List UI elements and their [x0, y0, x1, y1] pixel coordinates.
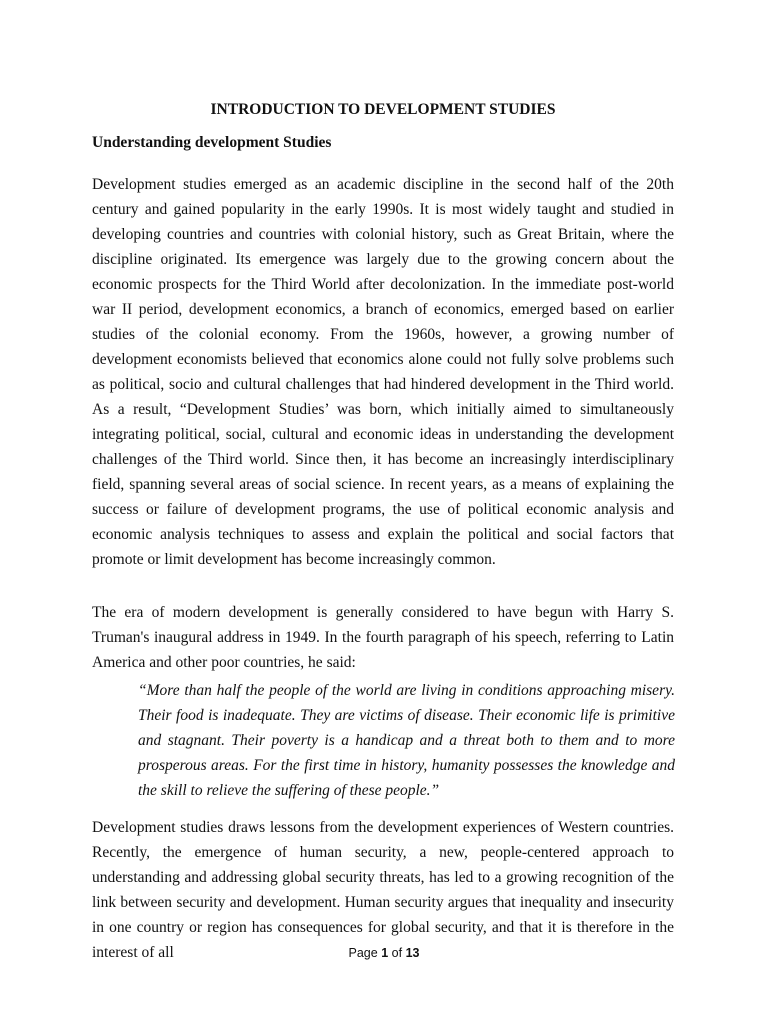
block-quote: “More than half the people of the world are living in conditions approaching misery. Their food is inadequate. They are victims of disease. Their economic life is primitive and stagnant. Their poverty is a handicap and a threat both to them and to more prosperous areas. For the first time in history, humanity possesses the knowledge and the skill to relieve the suffering of these people.”: [138, 682, 675, 799]
paragraph-human-security: Development studies draws lessons from the development experiences of Western countries. Recently, the emergence of human security, a new, people-centered approach to understanding and addressing global security threats, has led to a growing recognition of the link between security and development. Human security argues that inequality and insecurity in one country or region has consequences for global security, and that it is therefore in the interest of all: [92, 819, 674, 961]
paragraph-intro: Development studies emerged as an academic discipline in the second half of the 20th century and gained popularity in the early 1990s. It is most widely taught and studied in developing countries and countries with colonial history, such as Great Britain, where the discipline originated. Its emergence was largely due to the growing concern about the economic prospects for the Third World after decolonization. In the immediate post-world war II period, development economics, a branch of economics, emerged based on earlier studies of the colonial economy. From the 1960s, however, a growing number of development economists believed that economics alone could not fully solve problems such as political, socio and cultural challenges that had hindered development in the Third world. As a result, “Development Studies’ was born, which initially aimed to simultaneously integrating political, social, cultural and economic ideas in understanding the development challenges of the Third world. Since then, it has become an increasingly interdisciplinary field, spanning several areas of social science. In recent years, as a means of explaining the success or failure of development programs, the use of political economic analysis and economic analysis techniques to assess and explain the political and social factors that promote or limit development has become increasingly common.: [92, 176, 674, 568]
page-word: Page: [348, 946, 378, 960]
document-title: INTRODUCTION TO DEVELOPMENT STUDIES: [210, 101, 556, 118]
of-word: of: [391, 946, 403, 960]
paragraph-truman: The era of modern development is generally considered to have begun with Harry S. Truman's inaugural address in 1949. In the fourth paragraph of his speech, referring to Latin America and other poor countries, he said:: [92, 604, 674, 671]
page-current: 1: [381, 946, 389, 960]
section-heading: Understanding development Studies: [92, 134, 332, 151]
page-number-footer: [0, 945, 768, 961]
page-total: 13: [405, 946, 420, 960]
